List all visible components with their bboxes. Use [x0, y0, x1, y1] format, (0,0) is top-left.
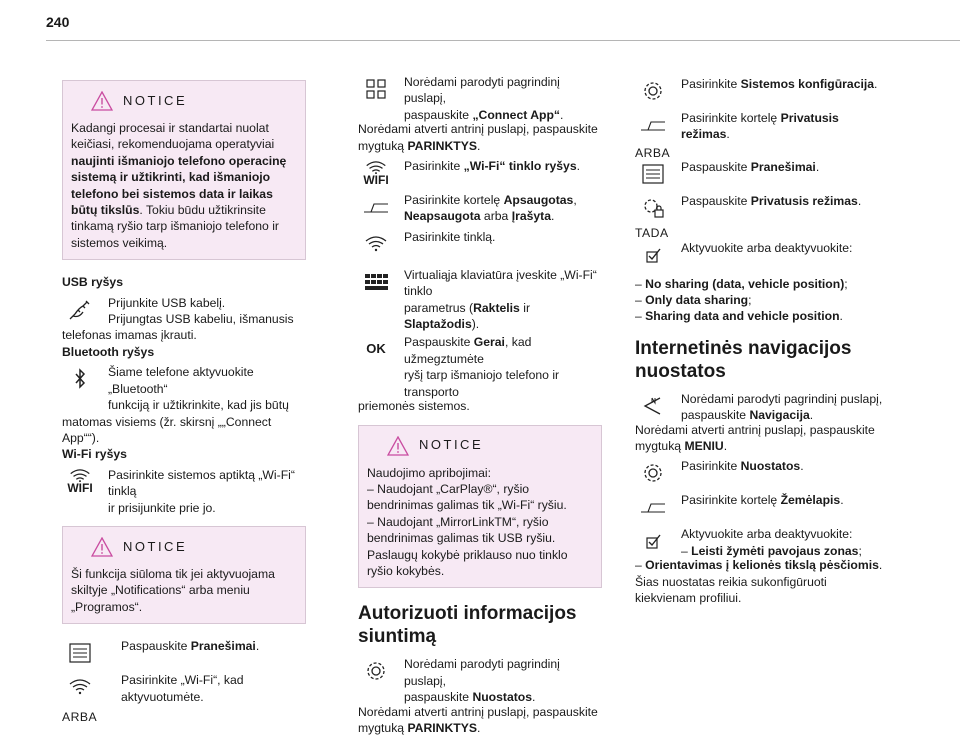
column-2: Norėdami parodyti pagrindinį puslapį, paspauskite „Connect App“. Norėdami atverti antrinį puslapį, paspauskite mygtuką PARINKTYS. WIFI Pasirinkite „Wi-Fi“ tinklo ryšys. Pasirinkite kortelę Apsaugotas, Neapsaugota arba Įrašyta. Pasirinkite tinklą. Virtualiąja klaviatūra įveskite „Wi-Fi“ tinklo parametrus (Raktelis ir Slaptažodis). OK Paspauskite Gerai, kad užmegztumėte ryšį tarp išmaniojo telefono ir transporto priemonės sistemos. NOTICE Naudojimo apribojimai: – Naudojant „CarPlay®“, ryšio bendrinimas galimas tik „Wi-Fi“ ryšiu. – Naudojant „MirrorLinkTM“, ryšio bendrinimas galimas tik USB ryšiu. Paslaugų kokybė priklauso nuo tinklo ryšio kokybės. Autorizuoti informacijos siuntimą Norėdami parodyti pagrindinį puslapį, paspauskite Nuostatos. Norėdami atverti antrinį puslapį, paspauskite mygtuką PARINKTYS. — [358, 80, 602, 736]
checkbox-icon — [640, 243, 666, 267]
connect-app-icon — [363, 77, 389, 101]
warning-icon — [91, 537, 113, 557]
warning-icon — [387, 436, 409, 456]
ok-icon: OK — [366, 341, 386, 357]
page-number: 240 — [46, 14, 70, 30]
messages-step: Paspauskite Pranešimai. — [635, 159, 885, 189]
notice-title: NOTICE — [419, 437, 484, 453]
wifi-connection-step: WIFI Pasirinkite „Wi-Fi“ tinklo ryšys. — [363, 159, 580, 187]
messages-step: Paspauskite Pranešimai. — [62, 638, 306, 668]
wifi-title: Wi-Fi ryšys — [62, 447, 127, 462]
settings-step: Norėdami parodyti pagrindinį puslapį, paspauskite Nuostatos. — [358, 656, 602, 705]
usb-title: USB ryšys — [62, 275, 123, 290]
notice-title: NOTICE — [123, 538, 188, 554]
wifi-icon — [67, 675, 93, 699]
notice-box-2 — [62, 526, 306, 624]
gear-icon — [640, 461, 666, 485]
tab-icon — [640, 113, 666, 137]
tab-icon — [363, 195, 389, 219]
activate-step: Aktyvuokite arba deaktyvuokite: — [635, 240, 885, 270]
messages-icon — [67, 641, 93, 665]
activate-step-2: Aktyvuokite arba deaktyvuokite: – Leisti žymėti pavojaus zonas; — [635, 526, 885, 559]
checkbox-icon — [640, 529, 666, 553]
system-config-step: Pasirinkite Sistemos konfigūracija. — [635, 76, 885, 106]
navigation-icon — [640, 394, 666, 418]
notice-text: Ši funkcija siūloma tik jei aktyvuojama skiltyje „Notifications“ arba meniu „Programos“. — [71, 566, 275, 614]
usb-icon — [67, 298, 93, 322]
settings-step: Pasirinkite Nuostatos. — [635, 458, 885, 488]
bluetooth-icon — [67, 367, 93, 391]
keyboard-icon — [363, 270, 389, 294]
private-mode-icon — [640, 196, 666, 220]
column-1: NOTICE Kadangi procesai ir standartai nuolat keičiasi, rekomenduojama operatyviai naujinti išmaniojo telefono operacinę sistemą ir užtikrinti, kad išmaniojo telefono bei sistemos data ir laikas būtų tikslūs. Tokiu būdu užtikrinsite tinkamą ryšio tarp išmaniojo telefono ir sistemos veikimą. USB ryšys Prijunkite USB kabelį. Prijungtas USB kabeliu, išmanusis telefonas imamas įkrauti. Bluetooth ryšys Šiame telefone aktyvuokite „Bluetooth“ funkciją ir užtikrinkite, kad jis būtų matomas visiems (žr. skirsnį „„Connect App““). Wi-Fi ryšys WIFI Pasirinkite sistemos aptiktą „Wi-Fi“ tinklą ir prisijunkite prie jo. NOTICE Ši funkcija siūloma tik jei aktyvuojama skiltyje „Notifications“ arba meniu „Programos“. Paspauskite Pranešimai. Pasirinkite „Wi-Fi“, kad aktyvuotumėte. ARBA — [62, 80, 306, 729]
bluetooth-title: Bluetooth ryšys — [62, 344, 155, 359]
network-step: Pasirinkite tinklą. — [358, 229, 602, 259]
private-mode-step: Paspauskite Privatusis režimas. — [635, 193, 885, 223]
notice-title: NOTICE — [123, 92, 188, 108]
tab-step: Pasirinkite kortelę Apsaugotas, Neapsaugota arba Įrašyta. — [358, 192, 602, 225]
bluetooth-step: Šiame telefone aktyvuokite „Bluetooth“ funkciją ir užtikrinkite, kad jis būtų — [62, 364, 306, 413]
gear-icon — [363, 659, 389, 683]
usb-step: Prijunkite USB kabelį. Prijungtas USB kabeliu, išmanusis — [62, 295, 306, 328]
column-3: Pasirinkite Sistemos konfigūracija. Pasirinkite kortelę Privatusis režimas. ARBA Paspauskite Pranešimai. Paspauskite Privatusis režimas. TADA Aktyvuokite arba deaktyvuokite: – No sharing (data, vehicle position); – Only data sharing; – Sharing data and vehicle position. Internetinės navigacijos nuostatos Norėdami parodyti pagrindinį puslapį, paspauskite Navigacija. Norėdami atverti antrinį puslapį, paspauskite mygtuką MENIU. Pasirinkite Nuostatos. Pasirinkite kortelę Žemėlapis. Aktyvuokite arba deaktyvuokite: – Leisti žymėti pavojaus zonas; – Orientavimas į kelionės tikslą pėsčiomis. Šias nuostatas reikia sukonfigūruoti kiekvienam profiliui. — [635, 80, 885, 607]
notice-box — [62, 80, 306, 260]
tab-icon — [640, 495, 666, 519]
ok-step: OK Paspauskite Gerai, kad užmegztumėte ryšį tarp išmaniojo telefono ir transporto — [358, 334, 602, 400]
connect-app-step: Norėdami parodyti pagrindinį puslapį, paspauskite „Connect App“. — [358, 74, 602, 123]
section-title: Autorizuoti informacijos siuntimą — [358, 603, 577, 648]
map-tab-step: Pasirinkite kortelę Žemėlapis. — [635, 492, 885, 522]
warning-icon — [91, 91, 113, 111]
section-title: Internetinės navigacijos nuostatos — [635, 337, 852, 382]
keyboard-step: Virtualiąja klaviatūra įveskite „Wi-Fi“ tinklo parametrus (Raktelis ir Slaptažodis). — [358, 267, 602, 333]
private-tab-step: Pasirinkite kortelę Privatusis režimas. — [635, 110, 885, 143]
navigation-step: Norėdami parodyti pagrindinį puslapį, paspauskite Navigacija. — [635, 391, 885, 424]
messages-icon — [640, 162, 666, 186]
notice-text: Kadangi procesai ir standartai nuolat keičiasi, rekomenduojama operatyviai naujinti išmaniojo telefono operacinę sistemą ir užtikrinti, kad išmaniojo telefono bei sistemos data ir laikas būtų tikslūs. Tokiu būdu užtikrinsite tinkamą ryšio tarp išmaniojo telefono ir sistemos veikimą. — [71, 121, 287, 250]
wifi-select-step: Pasirinkite „Wi-Fi“, kad aktyvuotumėte. — [62, 672, 306, 705]
notice-box-3: NOTICE Naudojimo apribojimai: – Naudojant „CarPlay®“, ryšio bendrinimas galimas tik „Wi-Fi“ ryšiu. – Naudojant „MirrorLinkTM“, ryšio bendrinimas galimas tik USB ryšiu. Paslaugų kokybė priklauso nuo tinklo ryšio kokybės. — [358, 425, 602, 589]
or-label: ARBA — [62, 709, 98, 724]
header-rule — [46, 40, 960, 41]
gear-icon — [640, 79, 666, 103]
wifi-icon — [363, 232, 389, 256]
wifi-step: WIFI Pasirinkite sistemos aptiktą „Wi-Fi“ tinklą ir prisijunkite prie jo. — [67, 467, 295, 515]
wifi-icon — [363, 161, 389, 174]
